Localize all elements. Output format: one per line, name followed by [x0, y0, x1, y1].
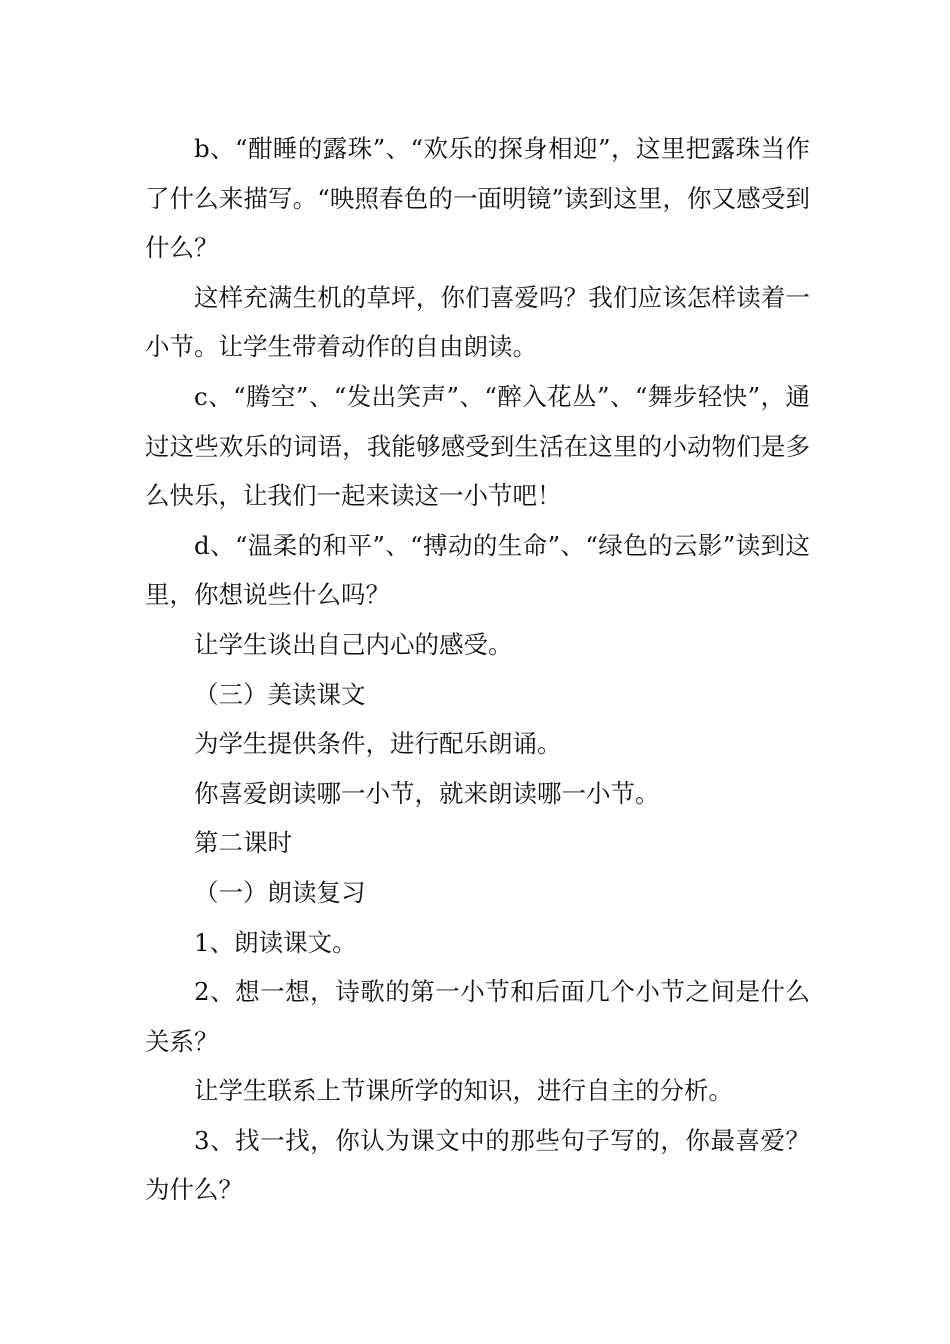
- paragraph-2: 这样充满生机的草坪，你们喜爱吗？我们应该怎样读着一小节。让学生带着动作的自由朗读。: [145, 282, 810, 362]
- paragraph-7: 为学生提供条件，进行配乐朗诵。: [194, 729, 562, 759]
- paragraph-3: c、“腾空”、“发出笑声”、“醉入花丛”、“舞步轻快”，通过这些欢乐的词语，我能够感受到生活在这里的小动物们是多么快乐，让我们一起来读这一小节吧！: [145, 381, 810, 511]
- list-item-1: 1、朗读课文。: [194, 927, 357, 957]
- paragraph-13: 让学生联系上节课所学的知识，进行自主的分析。: [194, 1076, 733, 1106]
- lesson-heading-second: 第二课时: [194, 828, 292, 858]
- list-item-3: 3、找一找，你认为课文中的那些句子写的，你最喜爱？为什么？: [145, 1125, 810, 1205]
- document-body: [145, 124, 810, 1215]
- paragraph-1: b、“酣睡的露珠”、“欢乐的探身相迎”，这里把露珠当作了什么来描写。“映照春色的一面明镜”读到这里，你又感受到什么？: [145, 134, 810, 263]
- section-heading-review: （一）朗读复习: [194, 877, 366, 907]
- paragraph-5: 让学生谈出自己内心的感受。: [194, 629, 513, 659]
- paragraph-8: 你喜爱朗读哪一小节，就来朗读哪一小节。: [194, 778, 660, 808]
- list-item-2: 2、想一想，诗歌的第一小节和后面几个小节之间是什么关系？: [145, 977, 810, 1056]
- paragraph-4: d、“温柔的和平”、“搏动的生命”、“绿色的云影”读到这里，你想说些什么吗？: [145, 530, 810, 610]
- section-heading-meidu: （三）美读课文: [194, 679, 366, 709]
